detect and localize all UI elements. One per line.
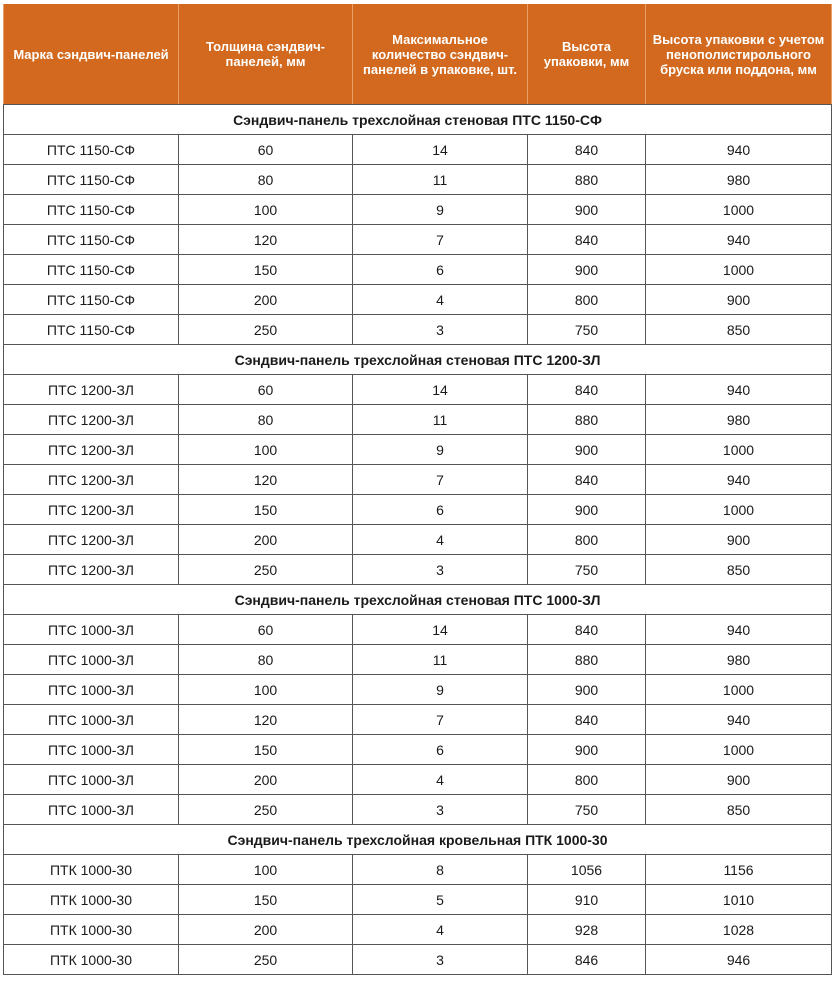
cell-thickness: 120 xyxy=(179,465,353,495)
header-package-height: Высота упаковки, мм xyxy=(528,4,646,105)
cell-brand: ПТС 1150-СФ xyxy=(4,135,179,165)
cell-max-count: 6 xyxy=(353,495,528,525)
cell-brand: ПТК 1000-30 xyxy=(4,915,179,945)
cell-brand: ПТК 1000-30 xyxy=(4,855,179,885)
table-row xyxy=(4,435,832,465)
cell-max-count: 9 xyxy=(353,195,528,225)
cell-brand: ПТК 1000-30 xyxy=(4,885,179,915)
table-row xyxy=(4,915,832,945)
table-row xyxy=(4,795,832,825)
cell-package-height-with-pallet: 850 xyxy=(646,555,832,585)
cell-package-height-with-pallet: 850 xyxy=(646,795,832,825)
cell-brand: ПТС 1000-ЗЛ xyxy=(4,675,179,705)
cell-package-height: 840 xyxy=(528,615,646,645)
cell-brand: ПТС 1150-СФ xyxy=(4,315,179,345)
cell-package-height: 800 xyxy=(528,765,646,795)
cell-max-count: 3 xyxy=(353,315,528,345)
table-row xyxy=(4,255,832,285)
cell-package-height: 800 xyxy=(528,525,646,555)
cell-package-height-with-pallet: 940 xyxy=(646,225,832,255)
table-row xyxy=(4,705,832,735)
cell-package-height-with-pallet: 940 xyxy=(646,705,832,735)
cell-max-count: 8 xyxy=(353,855,528,885)
cell-max-count: 4 xyxy=(353,765,528,795)
cell-package-height: 840 xyxy=(528,135,646,165)
table-row xyxy=(4,165,832,195)
cell-package-height: 880 xyxy=(528,165,646,195)
cell-package-height-with-pallet: 1028 xyxy=(646,915,832,945)
cell-max-count: 3 xyxy=(353,945,528,975)
cell-package-height: 900 xyxy=(528,255,646,285)
cell-package-height-with-pallet: 940 xyxy=(646,135,832,165)
cell-package-height: 840 xyxy=(528,705,646,735)
cell-brand: ПТС 1200-ЗЛ xyxy=(4,405,179,435)
section-row xyxy=(4,105,832,135)
header-thickness: Толщина сэндвич-панелей, мм xyxy=(179,4,353,105)
cell-package-height: 928 xyxy=(528,915,646,945)
section-title: Сэндвич-панель трехслойная стеновая ПТС 1150-СФ xyxy=(4,105,832,135)
table-row xyxy=(4,525,832,555)
cell-package-height: 750 xyxy=(528,555,646,585)
cell-thickness: 100 xyxy=(179,675,353,705)
cell-brand: ПТС 1200-ЗЛ xyxy=(4,525,179,555)
cell-brand: ПТС 1000-ЗЛ xyxy=(4,735,179,765)
cell-package-height: 1056 xyxy=(528,855,646,885)
cell-package-height-with-pallet: 900 xyxy=(646,525,832,555)
table-row xyxy=(4,225,832,255)
cell-max-count: 3 xyxy=(353,555,528,585)
cell-max-count: 5 xyxy=(353,885,528,915)
cell-thickness: 80 xyxy=(179,645,353,675)
cell-package-height-with-pallet: 900 xyxy=(646,285,832,315)
cell-thickness: 250 xyxy=(179,945,353,975)
cell-thickness: 250 xyxy=(179,795,353,825)
cell-thickness: 150 xyxy=(179,735,353,765)
section-row xyxy=(4,345,832,375)
cell-thickness: 120 xyxy=(179,705,353,735)
cell-package-height: 840 xyxy=(528,465,646,495)
cell-package-height-with-pallet: 1000 xyxy=(646,495,832,525)
cell-thickness: 100 xyxy=(179,855,353,885)
cell-package-height: 880 xyxy=(528,405,646,435)
section-row xyxy=(4,585,832,615)
section-row xyxy=(4,825,832,855)
cell-brand: ПТС 1000-ЗЛ xyxy=(4,765,179,795)
cell-package-height-with-pallet: 1156 xyxy=(646,855,832,885)
cell-package-height: 750 xyxy=(528,795,646,825)
cell-package-height-with-pallet: 1000 xyxy=(646,435,832,465)
cell-package-height-with-pallet: 980 xyxy=(646,405,832,435)
cell-package-height-with-pallet: 1000 xyxy=(646,735,832,765)
section-title: Сэндвич-панель трехслойная кровельная ПТК 1000-30 xyxy=(4,825,832,855)
cell-thickness: 80 xyxy=(179,405,353,435)
cell-package-height-with-pallet: 940 xyxy=(646,375,832,405)
cell-package-height: 900 xyxy=(528,735,646,765)
cell-package-height: 900 xyxy=(528,195,646,225)
table-row xyxy=(4,735,832,765)
cell-max-count: 14 xyxy=(353,375,528,405)
cell-max-count: 14 xyxy=(353,135,528,165)
table-row xyxy=(4,195,832,225)
table-header xyxy=(4,4,832,105)
table-row xyxy=(4,315,832,345)
cell-thickness: 200 xyxy=(179,285,353,315)
cell-brand: ПТС 1000-ЗЛ xyxy=(4,615,179,645)
cell-package-height-with-pallet: 900 xyxy=(646,765,832,795)
table-row xyxy=(4,645,832,675)
table-row xyxy=(4,855,832,885)
cell-brand: ПТС 1000-ЗЛ xyxy=(4,705,179,735)
cell-brand: ПТС 1150-СФ xyxy=(4,285,179,315)
table-row xyxy=(4,495,832,525)
cell-package-height: 800 xyxy=(528,285,646,315)
sandwich-panel-packaging-table xyxy=(3,4,832,975)
cell-max-count: 9 xyxy=(353,435,528,465)
cell-brand: ПТС 1200-ЗЛ xyxy=(4,465,179,495)
cell-max-count: 9 xyxy=(353,675,528,705)
cell-package-height-with-pallet: 946 xyxy=(646,945,832,975)
cell-thickness: 200 xyxy=(179,915,353,945)
cell-brand: ПТС 1000-ЗЛ xyxy=(4,645,179,675)
cell-max-count: 6 xyxy=(353,255,528,285)
cell-thickness: 250 xyxy=(179,315,353,345)
cell-brand: ПТС 1150-СФ xyxy=(4,195,179,225)
cell-thickness: 100 xyxy=(179,195,353,225)
cell-package-height: 840 xyxy=(528,375,646,405)
cell-max-count: 11 xyxy=(353,405,528,435)
cell-thickness: 150 xyxy=(179,495,353,525)
table-row xyxy=(4,555,832,585)
table-row xyxy=(4,945,832,975)
cell-thickness: 150 xyxy=(179,255,353,285)
cell-thickness: 60 xyxy=(179,135,353,165)
cell-thickness: 250 xyxy=(179,555,353,585)
table-row xyxy=(4,135,832,165)
table-row xyxy=(4,375,832,405)
cell-thickness: 100 xyxy=(179,435,353,465)
table-row xyxy=(4,765,832,795)
cell-max-count: 11 xyxy=(353,645,528,675)
cell-max-count: 6 xyxy=(353,735,528,765)
cell-package-height-with-pallet: 980 xyxy=(646,645,832,675)
cell-brand: ПТК 1000-30 xyxy=(4,945,179,975)
cell-brand: ПТС 1200-ЗЛ xyxy=(4,495,179,525)
cell-package-height: 910 xyxy=(528,885,646,915)
table-row xyxy=(4,615,832,645)
cell-package-height: 846 xyxy=(528,945,646,975)
table-row xyxy=(4,885,832,915)
cell-package-height-with-pallet: 980 xyxy=(646,165,832,195)
cell-thickness: 200 xyxy=(179,525,353,555)
header-package-height-with-pallet: Высота упаковки с учетом пенополистирольного бруска или поддона, мм xyxy=(646,4,832,105)
cell-package-height: 900 xyxy=(528,495,646,525)
cell-max-count: 7 xyxy=(353,225,528,255)
cell-max-count: 4 xyxy=(353,285,528,315)
cell-thickness: 150 xyxy=(179,885,353,915)
cell-thickness: 80 xyxy=(179,165,353,195)
table-body xyxy=(4,105,832,975)
table-row xyxy=(4,285,832,315)
cell-max-count: 4 xyxy=(353,525,528,555)
table-row xyxy=(4,405,832,435)
cell-package-height: 750 xyxy=(528,315,646,345)
cell-package-height: 880 xyxy=(528,645,646,675)
cell-thickness: 200 xyxy=(179,765,353,795)
cell-brand: ПТС 1200-ЗЛ xyxy=(4,435,179,465)
header-row xyxy=(4,4,832,105)
cell-max-count: 11 xyxy=(353,165,528,195)
header-brand: Марка сэндвич-панелей xyxy=(4,4,179,105)
cell-thickness: 60 xyxy=(179,615,353,645)
cell-package-height-with-pallet: 1000 xyxy=(646,255,832,285)
cell-brand: ПТС 1150-СФ xyxy=(4,255,179,285)
cell-max-count: 7 xyxy=(353,705,528,735)
cell-max-count: 4 xyxy=(353,915,528,945)
table-row xyxy=(4,465,832,495)
cell-thickness: 60 xyxy=(179,375,353,405)
cell-thickness: 120 xyxy=(179,225,353,255)
cell-brand: ПТС 1150-СФ xyxy=(4,165,179,195)
section-title: Сэндвич-панель трехслойная стеновая ПТС 1000-ЗЛ xyxy=(4,585,832,615)
cell-package-height-with-pallet: 1010 xyxy=(646,885,832,915)
section-title: Сэндвич-панель трехслойная стеновая ПТС 1200-ЗЛ xyxy=(4,345,832,375)
table-row xyxy=(4,675,832,705)
header-max-count: Максимальное количество сэндвич-панелей в упаковке, шт. xyxy=(353,4,528,105)
cell-brand: ПТС 1000-ЗЛ xyxy=(4,795,179,825)
cell-package-height: 900 xyxy=(528,435,646,465)
cell-max-count: 3 xyxy=(353,795,528,825)
cell-brand: ПТС 1200-ЗЛ xyxy=(4,375,179,405)
cell-package-height-with-pallet: 1000 xyxy=(646,195,832,225)
cell-max-count: 14 xyxy=(353,615,528,645)
cell-package-height: 840 xyxy=(528,225,646,255)
cell-brand: ПТС 1150-СФ xyxy=(4,225,179,255)
cell-package-height-with-pallet: 850 xyxy=(646,315,832,345)
cell-package-height-with-pallet: 940 xyxy=(646,465,832,495)
cell-package-height-with-pallet: 940 xyxy=(646,615,832,645)
cell-brand: ПТС 1200-ЗЛ xyxy=(4,555,179,585)
cell-package-height-with-pallet: 1000 xyxy=(646,675,832,705)
cell-package-height: 900 xyxy=(528,675,646,705)
cell-max-count: 7 xyxy=(353,465,528,495)
